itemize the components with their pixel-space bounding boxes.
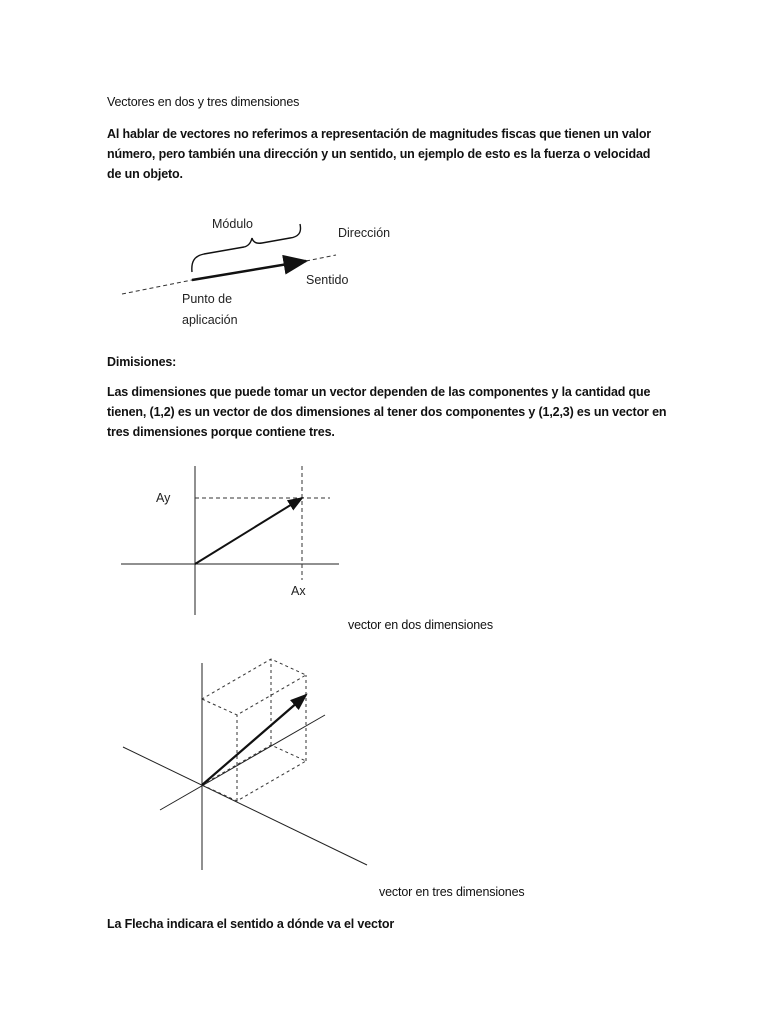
vector-2d-diagram	[110, 460, 360, 620]
sense-label: Sentido	[306, 273, 349, 287]
x-axis-3d	[123, 747, 367, 865]
vector-3d-diagram	[115, 655, 375, 875]
modulus-label: Módulo	[212, 217, 253, 231]
intro-paragraph: Al hablar de vectores no referimos a representación de magnitudes fiscas que tienen un valor número, pero también una dirección y un sentido, un ejemplo de esto es la fuerza o velocidad de un objeto.	[107, 127, 652, 181]
application-point-label-2: aplicación	[182, 313, 238, 327]
closing-sentence: La Flecha indicara el sentido a dónde va el vector	[107, 917, 395, 931]
dimensions-paragraph: Las dimensiones que puede tomar un vector dependen de las componentes y la cantidad que tienen, (1,2) es un vector de dos dimensiones al tener dos componentes y (1,2,3) es un vector en tres dimensiones porque contiene tres.	[107, 385, 667, 439]
dimensions-heading: Dimisiones:	[107, 355, 177, 369]
vector-parts-diagram	[110, 200, 410, 335]
caption-3d: vector en tres dimensiones	[379, 885, 525, 899]
y-axis-3d	[160, 715, 325, 810]
vector-arrow	[192, 261, 306, 280]
vector-3d	[202, 695, 306, 785]
caption-2d: vector en dos dimensiones	[348, 618, 493, 632]
vector-2d	[195, 498, 302, 564]
page-title: Vectores en dos y tres dimensiones	[107, 95, 300, 109]
ay-label: Ay	[156, 491, 171, 505]
application-point-label-1: Punto de	[182, 292, 233, 306]
direction-line-front	[306, 255, 336, 261]
ax-label: Ax	[291, 584, 306, 598]
projection-box	[202, 659, 306, 801]
direction-label: Dirección	[338, 226, 391, 240]
